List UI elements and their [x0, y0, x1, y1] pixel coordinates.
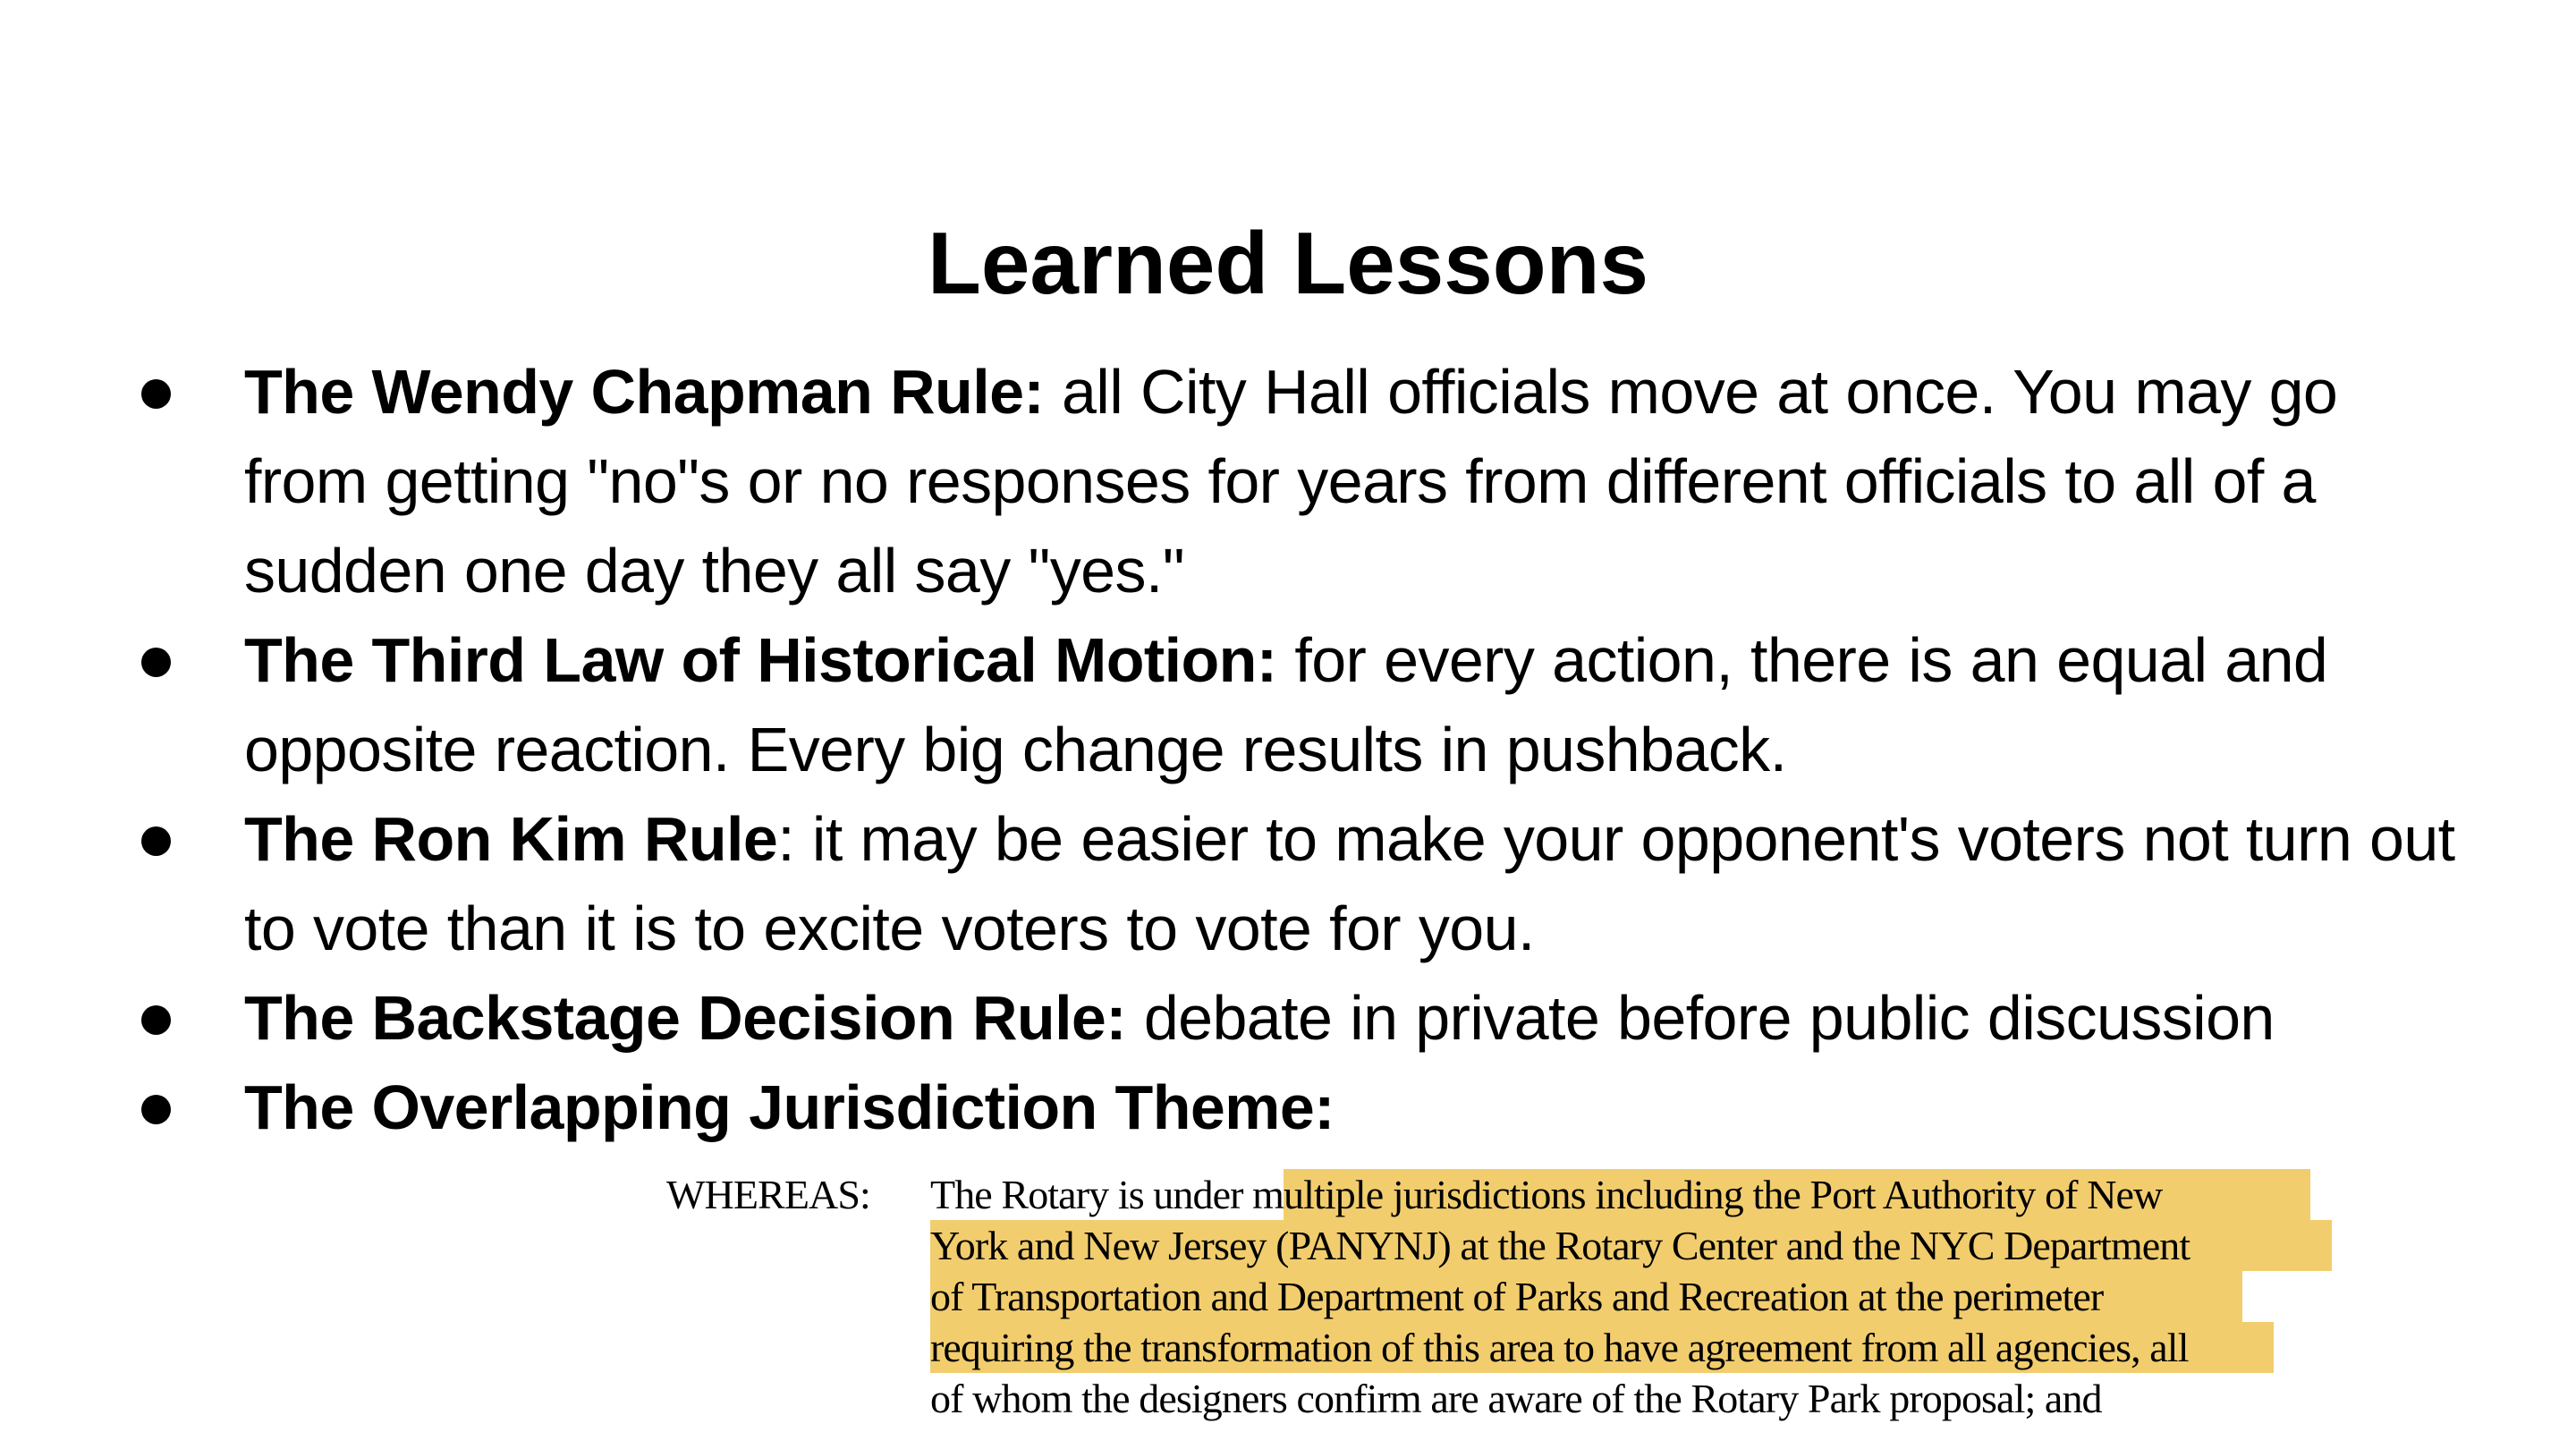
excerpt-text: of whom the designers confirm are aware of the Rotary Park proposal; and — [930, 1376, 2102, 1421]
bullet-icon — [141, 615, 195, 705]
rule-description: debate in private before public discussion — [1125, 983, 2275, 1053]
rule-description: it may be easier to make your opponent's voters not turn out to vote than it is to excite voters to vote for you. — [244, 804, 2455, 963]
lesson-ron-kim-rule — [134, 794, 2478, 973]
lesson-overlapping-jurisdiction-theme — [134, 1063, 2478, 1152]
lesson-wendy-chapman-rule — [134, 347, 2478, 615]
excerpt-line — [930, 1322, 2433, 1373]
whereas-clause — [930, 1169, 2433, 1424]
excerpt-line — [930, 1373, 2433, 1424]
whereas-label: WHEREAS: — [666, 1172, 870, 1217]
excerpt-line — [930, 1169, 2433, 1220]
slide-title: Learned Lessons — [927, 213, 1649, 312]
rule-name: The Wendy Chapman Rule: — [244, 357, 1045, 427]
bullet-icon — [141, 1063, 195, 1152]
excerpt-highlighted-text: multiple jurisdictions including the Port Authority of New — [1252, 1172, 2163, 1217]
rule-separator: : — [777, 804, 795, 874]
rule-name: The Overlapping Jurisdiction Theme: — [244, 1072, 1335, 1142]
rule-description: for every action, there is an equal and opposite reaction. Every big change results in pushback. — [244, 625, 2328, 784]
excerpt-line — [930, 1271, 2433, 1322]
bullet-icon — [141, 973, 195, 1063]
rule-description: all City Hall officials move at once. You may go from getting "no"s or no responses for years from different officials to all of a sudden one day they all say "yes." — [244, 357, 2338, 606]
rule-name: The Backstage Decision Rule: — [244, 983, 1126, 1053]
rule-name: The Ron Kim Rule — [244, 804, 778, 874]
lesson-third-law-historical-motion — [134, 615, 2478, 794]
bullet-icon — [141, 794, 195, 884]
rule-name: The Third Law of Historical Motion: — [244, 625, 1277, 695]
excerpt-text: , all — [2131, 1325, 2189, 1370]
lesson-backstage-decision-rule — [134, 973, 2478, 1063]
lessons-list — [134, 347, 2478, 1152]
bullet-icon — [141, 347, 195, 436]
excerpt-text: The Rotary is under — [930, 1172, 1253, 1217]
excerpt-line — [930, 1220, 2433, 1271]
excerpt-highlighted-text: requiring the transformation of this area to have agreement from all agencies — [930, 1325, 2131, 1370]
excerpt-highlighted-text: of Transportation and Department of Parks and Recreation at the perimeter — [930, 1274, 2104, 1319]
excerpt-highlighted-text: York and New Jersey (PANYNJ) at the Rotary Center and the NYC Department — [930, 1223, 2190, 1268]
